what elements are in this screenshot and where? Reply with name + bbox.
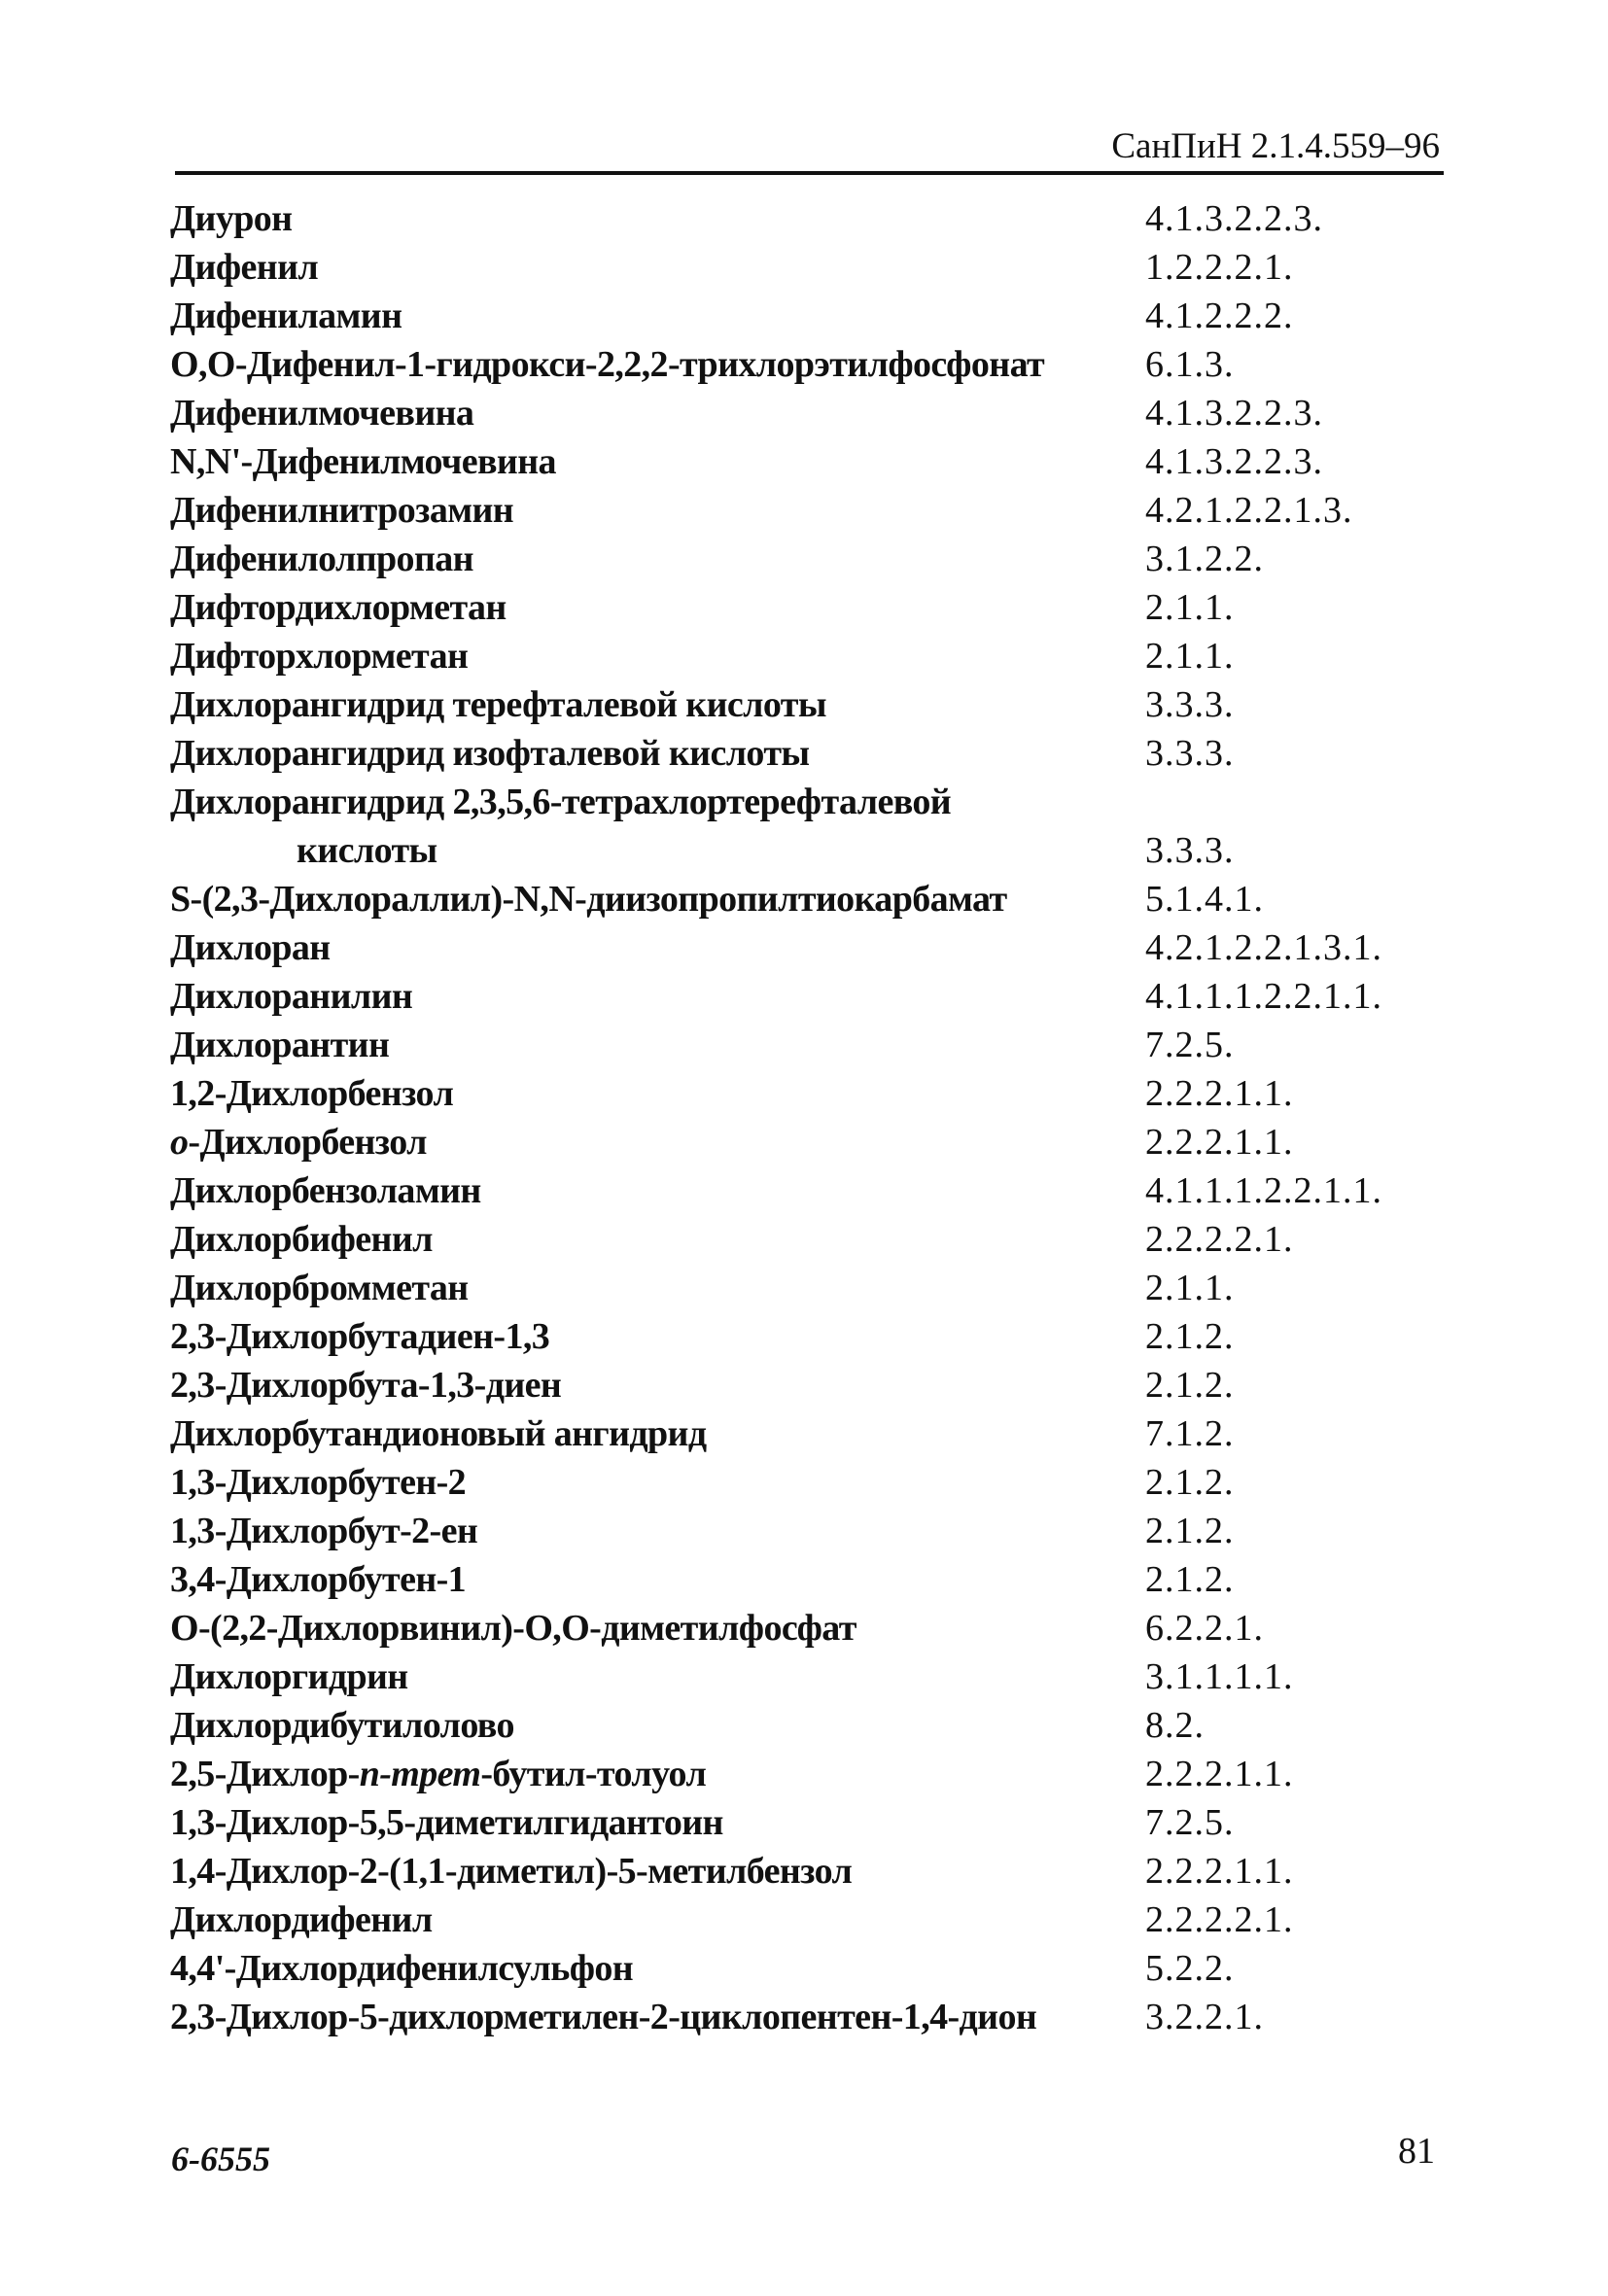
entry-section-code: 4.1.3.2.2.3. — [1145, 198, 1323, 239]
entry-name-line: Дихлорбромметан — [170, 1268, 469, 1308]
index-entry — [170, 1458, 1444, 1507]
index-entry — [170, 1264, 1444, 1312]
entry-name — [170, 1701, 1123, 1750]
entry-name-suffix: -Дихлорбензол — [188, 1122, 427, 1163]
entry-name-line: Диурон — [170, 198, 293, 239]
entry-section-code: 4.1.2.2.2. — [1145, 296, 1294, 336]
entry-name-line: 4,4'-Дихлордифенилсульфон — [170, 1948, 634, 1989]
entry-name-line: Дифениламин — [170, 296, 402, 336]
entry-section-code: 2.2.2.1.1. — [1145, 1073, 1294, 1114]
index-entry — [170, 1118, 1444, 1166]
entry-section-code: 4.1.1.1.2.2.1.1. — [1145, 976, 1382, 1017]
entry-name-line: O,O-Дифенил-1-гидрокси-2,2,2-трихлорэтилфосфонат — [170, 344, 1045, 385]
entry-name — [170, 875, 1123, 923]
document-code: СанПиН 2.1.4.559–96 — [1111, 126, 1440, 166]
entry-name-line: 2,3-Дихлор-5-дихлорметилен-2-циклопентен-1,4-дион — [170, 1997, 1037, 2037]
entry-name-line — [170, 1750, 1123, 1798]
entry-name-line: Дихлорбутандионовый ангидрид — [170, 1413, 707, 1454]
entry-name — [170, 1118, 1123, 1166]
entry-section-code: 2.1.2. — [1145, 1462, 1235, 1503]
entry-name-line: 3,4-Дихлорбутен-1 — [170, 1559, 467, 1600]
entry-name — [170, 1069, 1123, 1118]
index-entry — [170, 1896, 1444, 1944]
index-entry — [170, 680, 1444, 729]
entry-section-code: 2.2.2.1.1. — [1145, 1754, 1294, 1794]
entry-name — [170, 486, 1123, 535]
entry-name — [170, 778, 1123, 875]
entry-section-code: 2.1.1. — [1145, 587, 1235, 628]
index-entry — [170, 1555, 1444, 1604]
entry-section-code: 3.3.3. — [1145, 733, 1235, 774]
index-entry — [170, 1993, 1444, 2041]
entry-name-line: N,N'-Дифенилмочевина — [170, 441, 556, 482]
entry-name — [170, 1604, 1123, 1652]
entry-name — [170, 972, 1123, 1021]
index-entry — [170, 535, 1444, 583]
entry-name-line: Дихлорантин — [170, 1025, 390, 1065]
index-entry — [170, 1166, 1444, 1215]
entry-section-code: 8.2. — [1145, 1705, 1205, 1746]
index-entry — [170, 729, 1444, 778]
entry-name-line: Дихлорбифенил — [170, 1219, 433, 1260]
entry-section-code: 2.2.2.1.1. — [1145, 1122, 1294, 1163]
entry-name — [170, 1847, 1123, 1896]
index-entry — [170, 1750, 1444, 1798]
entry-name — [170, 1555, 1123, 1604]
entry-section-code: 7.2.5. — [1145, 1802, 1235, 1843]
entry-name-line: Дихлордибутилолово — [170, 1705, 514, 1746]
entry-section-code: 5.1.4.1. — [1145, 879, 1264, 920]
index-entry — [170, 1215, 1444, 1264]
entry-name — [170, 1750, 1123, 1798]
entry-section-code: 3.3.3. — [1145, 684, 1235, 725]
index-entry — [170, 1361, 1444, 1409]
entry-name-line: Дифенилмочевина — [170, 393, 474, 434]
index-entry — [170, 486, 1444, 535]
entry-name — [170, 340, 1123, 389]
entry-name — [170, 1507, 1123, 1555]
entry-section-code: 2.2.2.1.1. — [1145, 1851, 1294, 1892]
entry-name-line: Дифенилнитрозамин — [170, 490, 514, 531]
index-entry — [170, 1798, 1444, 1847]
entry-name-line: 2,3-Дихлорбутадиен-1,3 — [170, 1316, 550, 1357]
page-number: 81 — [1398, 2131, 1435, 2172]
entry-name-line: Дихлорангидрид изофталевой кислоты — [170, 733, 810, 774]
index-entry — [170, 1944, 1444, 1993]
entry-section-code: 1.2.2.2.1. — [1145, 247, 1294, 288]
entry-name-line: 1,2-Дихлорбензол — [170, 1073, 454, 1114]
entry-name — [170, 1215, 1123, 1264]
entry-name-line: 1,3-Дихлорбутен-2 — [170, 1462, 467, 1503]
entry-section-code: 2.2.2.2.1. — [1145, 1899, 1294, 1940]
entry-name-line: Дихлорангидрид терефталевой кислоты — [170, 684, 826, 725]
index-entry — [170, 778, 1444, 875]
entry-name-line: Дифенилолпропан — [170, 539, 473, 579]
index-entry — [170, 875, 1444, 923]
entry-name — [170, 583, 1123, 632]
entry-name-line: Дихлордифенил — [170, 1899, 433, 1940]
entry-section-code: 4.2.1.2.2.1.3.1. — [1145, 927, 1382, 968]
entry-name-line: 1,3-Дихлор-5,5-диметилгидантоин — [170, 1802, 723, 1843]
entry-name-italic: о — [170, 1122, 189, 1163]
index-entry — [170, 1652, 1444, 1701]
index-entry — [170, 923, 1444, 972]
index-entry — [170, 292, 1444, 340]
entry-name — [170, 1896, 1123, 1944]
entry-section-code: 2.2.2.2.1. — [1145, 1219, 1294, 1260]
entry-section-code: 2.1.2. — [1145, 1316, 1235, 1357]
entry-name-line: 2,3-Дихлорбута-1,3-диен — [170, 1365, 562, 1406]
entry-name-continuation: кислоты — [297, 830, 437, 871]
index-entry — [170, 194, 1444, 243]
entry-section-code: 4.2.1.2.2.1.3. — [1145, 490, 1353, 531]
entry-name-line: 1,3-Дихлорбут-2-ен — [170, 1511, 478, 1551]
index-entry — [170, 1507, 1444, 1555]
entry-name-line: Дихлорангидрид 2,3,5,6-тетрахлортерефталевой — [170, 782, 952, 822]
entry-name-prefix: 2,5-Дихлор- — [170, 1754, 360, 1794]
entry-name — [170, 1944, 1123, 1993]
entry-name-line: S-(2,3-Дихлораллил)-N,N-диизопропилтиокарбамат — [170, 879, 1007, 920]
index-entry — [170, 1604, 1444, 1652]
entry-section-code: 3.3.3. — [1145, 830, 1235, 871]
entry-name — [170, 923, 1123, 972]
entry-name-line: Дихлоранилин — [170, 976, 413, 1017]
entry-section-code: 7.2.5. — [1145, 1025, 1235, 1065]
entry-name-italic: n-трет — [359, 1754, 481, 1794]
index-entry — [170, 389, 1444, 437]
entry-name-suffix: -бутил-толуол — [480, 1754, 707, 1794]
entry-name — [170, 389, 1123, 437]
entry-section-code: 7.1.2. — [1145, 1413, 1235, 1454]
entry-name — [170, 1361, 1123, 1409]
entry-name — [170, 632, 1123, 680]
entry-section-code: 3.2.2.1. — [1145, 1997, 1264, 2037]
entry-name — [170, 1798, 1123, 1847]
entry-name-line: Дифтордихлорметан — [170, 587, 507, 628]
entry-name — [170, 729, 1123, 778]
index-entry — [170, 1409, 1444, 1458]
entry-name — [170, 1993, 1123, 2041]
entry-name-line: Дифенил — [170, 247, 319, 288]
sheet-code: 6-6555 — [171, 2139, 270, 2178]
entry-section-code: 4.1.3.2.2.3. — [1145, 393, 1323, 434]
index-entry — [170, 1312, 1444, 1361]
entry-section-code: 2.1.1. — [1145, 636, 1235, 677]
entry-name — [170, 680, 1123, 729]
entry-name — [170, 437, 1123, 486]
entry-name — [170, 194, 1123, 243]
entry-name — [170, 243, 1123, 292]
entry-name — [170, 1312, 1123, 1361]
entry-name — [170, 1458, 1123, 1507]
entry-name-line: 1,4-Дихлор-2-(1,1-диметил)-5-метилбензол — [170, 1851, 853, 1892]
entry-section-code: 3.1.2.2. — [1145, 539, 1264, 579]
index-entry — [170, 340, 1444, 389]
index-entry — [170, 1847, 1444, 1896]
index-entry-list — [170, 194, 1444, 2041]
entry-section-code: 2.1.2. — [1145, 1511, 1235, 1551]
index-entry — [170, 583, 1444, 632]
entry-section-code: 4.1.1.1.2.2.1.1. — [1145, 1170, 1382, 1211]
entry-name-line: O-(2,2-Дихлорвинил)-O,O-диметилфосфат — [170, 1608, 856, 1649]
entry-name — [170, 1409, 1123, 1458]
index-entry — [170, 632, 1444, 680]
index-entry — [170, 1021, 1444, 1069]
entry-section-code: 4.1.3.2.2.3. — [1145, 441, 1323, 482]
entry-name-line: Дихлоран — [170, 927, 331, 968]
entry-section-code: 5.2.2. — [1145, 1948, 1235, 1989]
entry-name — [170, 535, 1123, 583]
entry-name-line: Дифторхлорметан — [170, 636, 469, 677]
entry-section-code: 2.1.2. — [1145, 1365, 1235, 1406]
index-entry — [170, 437, 1444, 486]
page-header — [175, 115, 1444, 175]
index-entry — [170, 243, 1444, 292]
entry-section-code: 6.2.2.1. — [1145, 1608, 1264, 1649]
index-entry — [170, 972, 1444, 1021]
entry-section-code: 6.1.3. — [1145, 344, 1235, 385]
entry-name — [170, 1652, 1123, 1701]
entry-name-line: Дихлоргидрин — [170, 1656, 408, 1697]
entry-section-code: 2.1.1. — [1145, 1268, 1235, 1308]
entry-name-line — [170, 1118, 1123, 1166]
entry-name — [170, 1166, 1123, 1215]
index-entry — [170, 1701, 1444, 1750]
entry-name — [170, 1264, 1123, 1312]
entry-name-line: Дихлорбензоламин — [170, 1170, 481, 1211]
entry-section-code: 2.1.2. — [1145, 1559, 1235, 1600]
entry-section-code: 3.1.1.1.1. — [1145, 1656, 1294, 1697]
entry-name — [170, 292, 1123, 340]
entry-name — [170, 1021, 1123, 1069]
index-entry — [170, 1069, 1444, 1118]
